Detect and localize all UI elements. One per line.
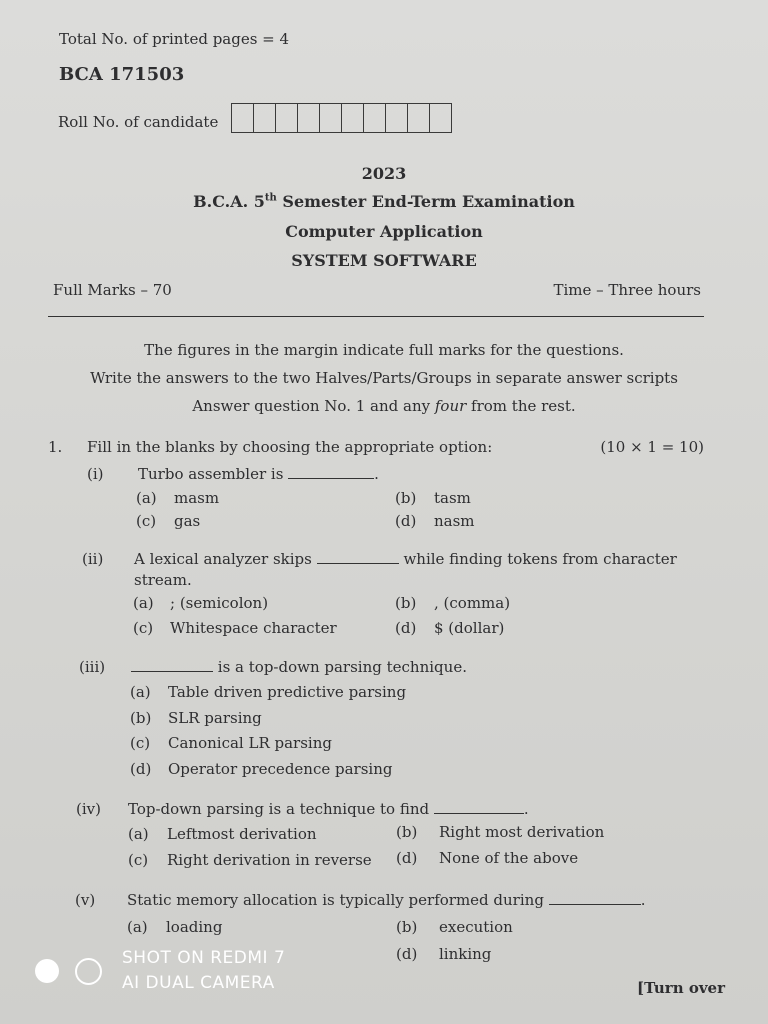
watermark-ring-icon <box>75 958 102 985</box>
answer-blank <box>131 659 213 672</box>
option-text: SLR parsing <box>168 709 262 727</box>
option-key: (d) <box>395 512 417 530</box>
part-stem <box>134 550 677 568</box>
header-divider <box>48 316 704 317</box>
option-text: ; (semicolon) <box>170 594 269 612</box>
instruction-line-3-pre: Answer question No. 1 and any <box>192 397 435 415</box>
option-key: (b) <box>395 489 417 507</box>
time-allowed: Time – Three hours <box>553 281 701 299</box>
instruction-line-3 <box>0 397 768 415</box>
option-text: linking <box>439 945 492 963</box>
question-number: 1. <box>48 438 63 456</box>
subject-name: SYSTEM SOFTWARE <box>291 251 477 270</box>
part-stem-post: . <box>374 465 379 483</box>
watermark-line-1: SHOT ON REDMI 7 <box>122 948 286 968</box>
option-key: (d) <box>130 760 152 778</box>
department-name: Computer Application <box>285 222 483 241</box>
option-key: (c) <box>133 619 154 637</box>
instruction-line-1: The figures in the margin indicate full marks for the questions. <box>144 341 624 359</box>
part-stem <box>131 658 467 676</box>
option-text: Right most derivation <box>439 823 605 841</box>
instruction-line-3-post: from the rest. <box>466 397 576 415</box>
exam-year: 2023 <box>361 164 407 183</box>
full-marks: Full Marks – 70 <box>53 281 172 299</box>
answer-blank <box>317 551 399 564</box>
option-key: (c) <box>130 734 151 752</box>
answer-blank <box>434 801 524 814</box>
option-text: None of the above <box>439 849 579 867</box>
roll-box <box>254 104 276 132</box>
part-stem-post: . <box>523 800 529 818</box>
exam-title-prefix: B.C.A. 5 <box>193 192 265 211</box>
paper-code: BCA 171503 <box>59 64 185 85</box>
option-text: Table driven predictive parsing <box>168 683 407 701</box>
part-label: (iii) <box>79 658 106 676</box>
option-text: Whitespace character <box>170 619 337 637</box>
option-key: (c) <box>128 851 149 869</box>
option-text: tasm <box>434 489 471 507</box>
part-label: (v) <box>75 891 96 909</box>
option-key: (b) <box>396 823 418 841</box>
part-stem <box>128 800 529 818</box>
question-marks: (10 × 1 = 10) <box>600 438 704 456</box>
roll-box <box>364 104 386 132</box>
option-key: (a) <box>133 594 154 612</box>
instruction-line-3-em: four <box>434 397 467 415</box>
answer-blank <box>288 466 374 479</box>
roll-box <box>430 104 451 132</box>
roll-box <box>232 104 254 132</box>
roll-box <box>320 104 342 132</box>
part-stem-continued: stream. <box>134 571 192 589</box>
part-stem-pre: Turbo assembler is <box>138 465 284 483</box>
option-text: $ (dollar) <box>434 619 505 637</box>
part-stem-pre: Static memory allocation is typically performed during <box>127 891 544 909</box>
part-stem-post: while finding tokens from character <box>403 550 677 568</box>
option-text: Leftmost derivation <box>167 825 317 843</box>
roll-number-label: Roll No. of candidate <box>58 113 219 131</box>
roll-box <box>276 104 298 132</box>
part-stem-pre: Top-down parsing is a technique to find <box>128 800 430 818</box>
option-text: Canonical LR parsing <box>168 734 332 752</box>
roll-number-boxes <box>231 103 452 133</box>
part-label: (iv) <box>76 800 101 818</box>
watermark-filled-circle-icon <box>35 959 59 983</box>
answer-blank <box>549 892 641 905</box>
option-key: (b) <box>130 709 152 727</box>
option-key: (d) <box>395 619 417 637</box>
roll-box <box>386 104 408 132</box>
roll-box <box>342 104 364 132</box>
option-text: Right derivation in reverse <box>167 851 372 869</box>
turn-over-note: [Turn over <box>637 979 725 997</box>
part-stem-post: is a top-down parsing technique. <box>217 658 467 676</box>
option-text: Operator precedence parsing <box>168 760 393 778</box>
option-text: , (comma) <box>434 594 511 612</box>
roll-box <box>408 104 430 132</box>
option-key: (a) <box>130 683 151 701</box>
question-text: Fill in the blanks by choosing the appropriate option: <box>87 438 493 456</box>
option-key: (b) <box>396 918 418 936</box>
option-text: execution <box>439 918 513 936</box>
part-label: (ii) <box>82 550 104 568</box>
option-key: (c) <box>136 512 157 530</box>
option-text: nasm <box>434 512 475 530</box>
option-key: (b) <box>395 594 417 612</box>
total-pages-text: Total No. of printed pages = 4 <box>59 30 290 48</box>
option-text: masm <box>174 489 220 507</box>
part-stem <box>127 891 645 909</box>
option-key: (d) <box>396 849 418 867</box>
exam-title-sup: th <box>264 192 277 204</box>
exam-title <box>0 192 768 211</box>
watermark-line-2: AI DUAL CAMERA <box>122 973 275 993</box>
roll-box <box>298 104 320 132</box>
instruction-line-2: Write the answers to the two Halves/Parts/Groups in separate answer scripts <box>90 369 678 387</box>
option-text: gas <box>174 512 201 530</box>
exam-title-suffix: Semester End-Term Examination <box>276 192 575 211</box>
part-stem-pre: A lexical analyzer skips <box>134 550 312 568</box>
option-key: (a) <box>136 489 157 507</box>
option-key: (a) <box>128 825 149 843</box>
part-stem <box>138 465 379 483</box>
option-key: (d) <box>396 945 418 963</box>
part-stem-post: . <box>640 891 646 909</box>
option-key: (a) <box>127 918 148 936</box>
part-label: (i) <box>87 465 104 483</box>
option-text: loading <box>166 918 223 936</box>
